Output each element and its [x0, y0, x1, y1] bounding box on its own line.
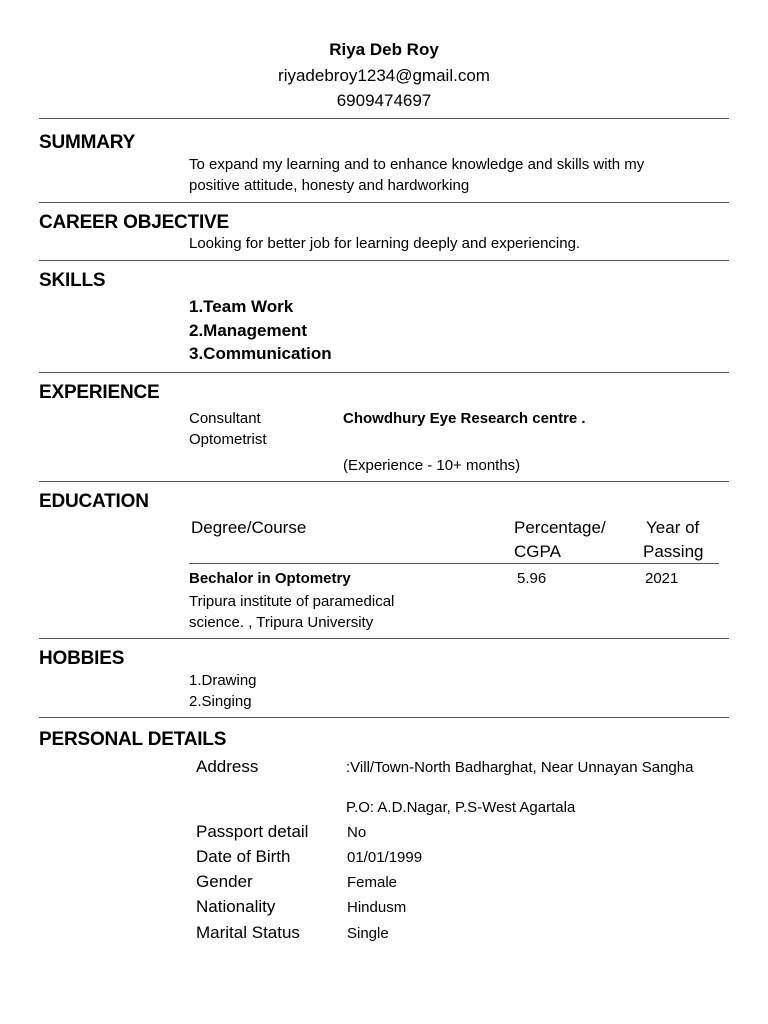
marital-status-label: Marital Status — [196, 923, 300, 942]
education-col-percentage-line2: CGPA — [514, 542, 561, 561]
experience-heading: EXPERIENCE — [39, 382, 160, 403]
skill-item: 1.Team Work — [189, 297, 294, 316]
hobby-item: 1.Drawing — [189, 672, 257, 689]
experience-duration: (Experience - 10+ months) — [343, 457, 521, 474]
divider — [39, 202, 729, 203]
experience-company: Chowdhury Eye Research centre . — [343, 410, 586, 427]
divider — [39, 260, 729, 261]
divider — [39, 118, 729, 119]
divider — [39, 717, 729, 718]
education-percentage: 5.96 — [517, 570, 547, 587]
education-col-year-line2: Passing — [643, 542, 704, 561]
education-institute-line2: science. , Tripura University — [189, 614, 374, 631]
candidate-phone: 6909474697 — [336, 91, 432, 110]
experience-role-line2: Optometrist — [189, 431, 267, 448]
career-objective-heading: CAREER OBJECTIVE — [39, 212, 230, 233]
skill-item: 2.Management — [189, 321, 308, 340]
gender-label: Gender — [196, 872, 253, 891]
address-value-line2: P.O: A.D.Nagar, P.S-West Agartala — [346, 799, 576, 816]
gender-value: Female — [347, 874, 398, 891]
candidate-email: riyadebroy1234@gmail.com — [278, 66, 490, 85]
divider — [39, 372, 729, 373]
education-institute-line1: Tripura institute of paramedical — [189, 593, 395, 610]
dob-value: 01/01/1999 — [347, 849, 423, 866]
experience-role-line1: Consultant — [189, 410, 261, 427]
education-degree: Bechalor in Optometry — [189, 570, 351, 587]
nationality-label: Nationality — [196, 897, 276, 916]
personal-details-heading: PERSONAL DETAILS — [39, 729, 227, 750]
summary-text-line2: positive attitude, honesty and hardworking — [189, 177, 470, 194]
skills-heading: SKILLS — [39, 270, 106, 291]
education-col-percentage-line1: Percentage/ — [514, 518, 606, 537]
education-col-year-line1: Year of — [646, 518, 700, 537]
career-objective-text: Looking for better job for learning deeply and experiencing. — [189, 235, 581, 252]
address-value-line1: :Vill/Town-North Badharghat, Near Unnayan Sangha — [346, 759, 694, 776]
hobby-item: 2.Singing — [189, 693, 252, 710]
skill-item: 3.Communication — [189, 344, 332, 363]
dob-label: Date of Birth — [196, 847, 291, 866]
summary-text-line1: To expand my learning and to enhance knowledge and skills with my — [189, 156, 645, 173]
address-label: Address — [196, 757, 259, 776]
education-year: 2021 — [645, 570, 679, 587]
divider — [39, 638, 729, 639]
passport-value: No — [347, 824, 367, 841]
summary-heading: SUMMARY — [39, 132, 136, 153]
education-heading: EDUCATION — [39, 491, 149, 512]
nationality-value: Hindusm — [347, 899, 407, 916]
marital-status-value: Single — [347, 925, 389, 942]
hobbies-heading: HOBBIES — [39, 648, 125, 669]
candidate-name: Riya Deb Roy — [329, 40, 439, 59]
education-table-header-rule — [189, 563, 719, 564]
passport-label: Passport detail — [196, 822, 309, 841]
education-col-degree: Degree/Course — [191, 518, 307, 537]
divider — [39, 481, 729, 482]
